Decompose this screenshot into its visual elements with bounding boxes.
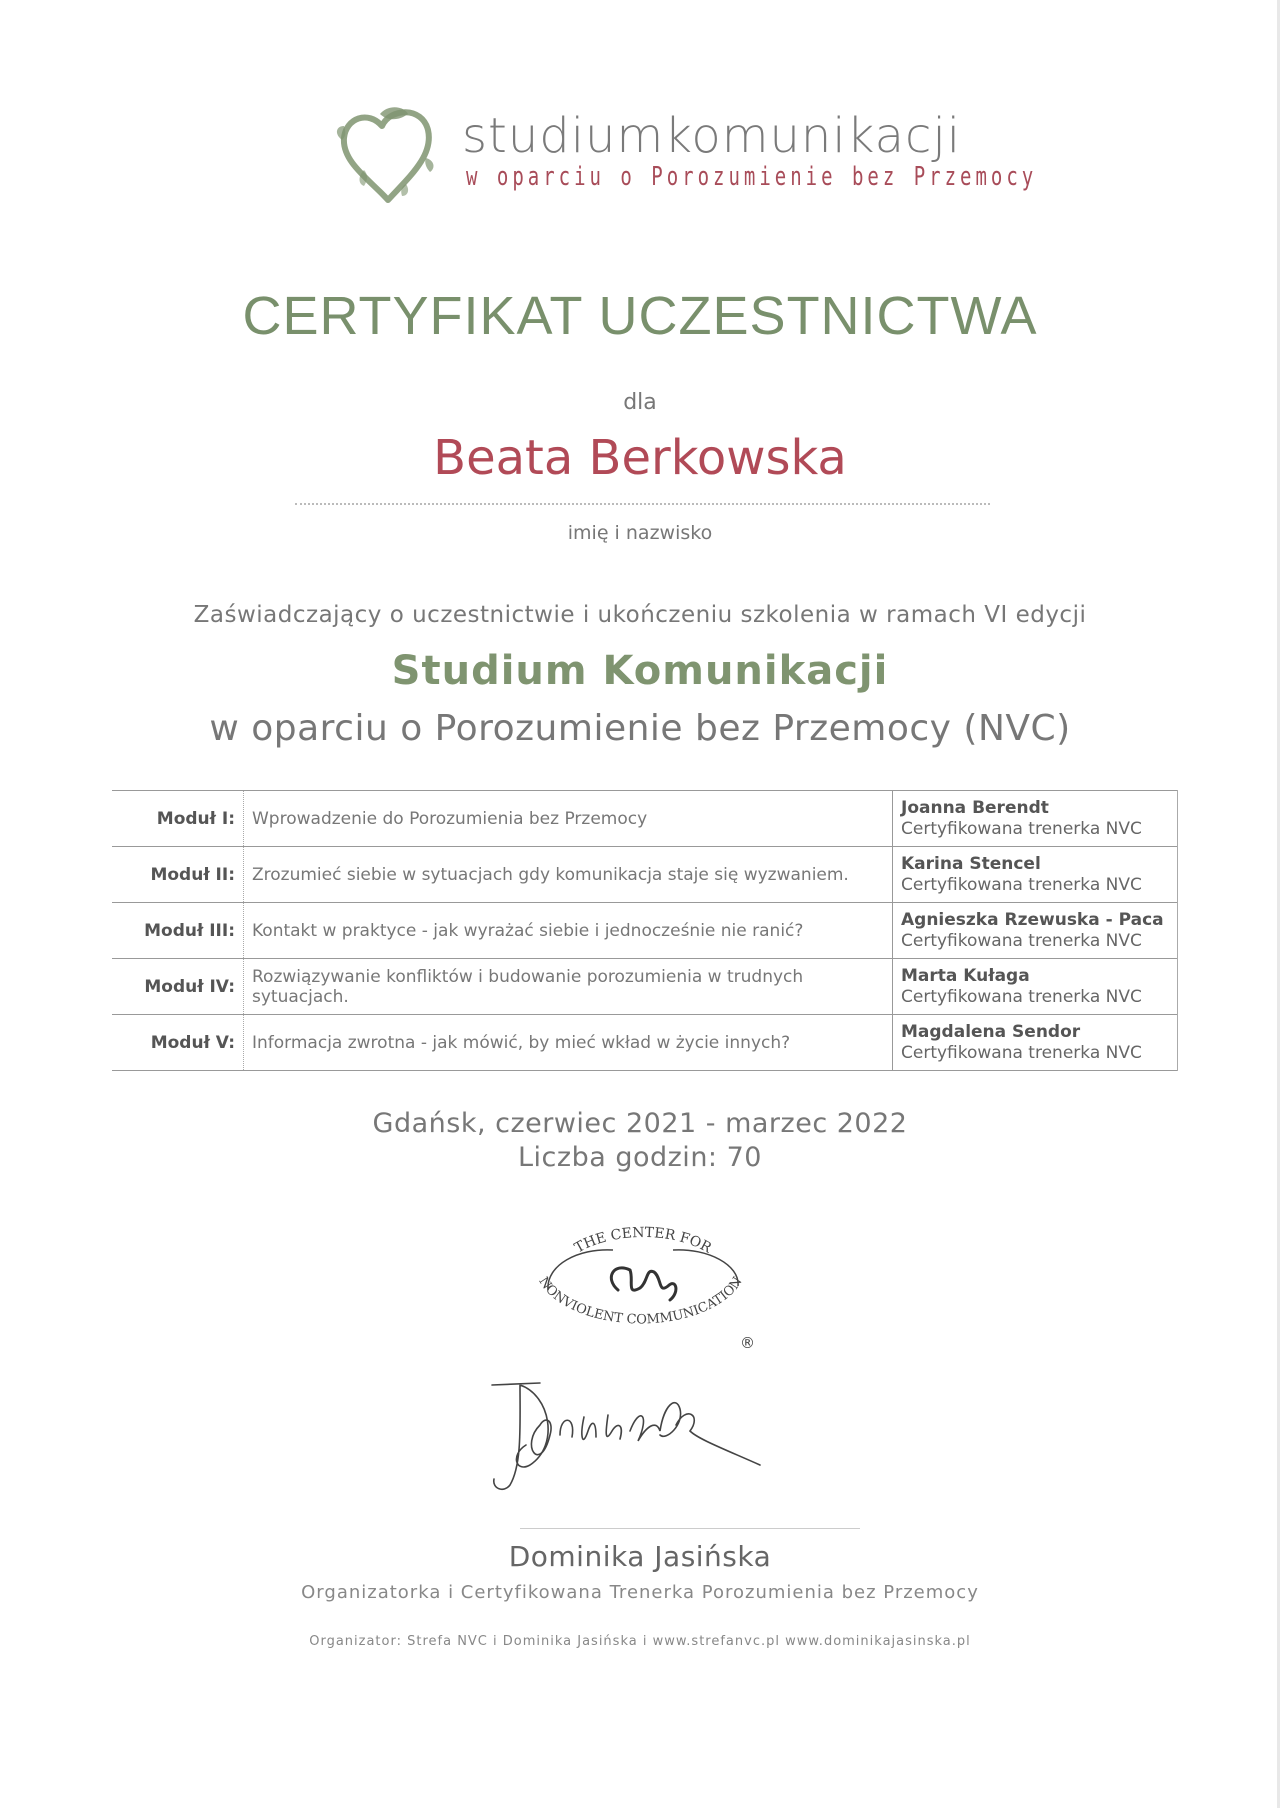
heart-leaves-icon	[330, 100, 445, 210]
modules-table	[112, 790, 1178, 1071]
course-title: Studium Komunikacji	[391, 648, 889, 694]
logo-title: studiumkomunikacji	[462, 108, 962, 164]
name-dotted-line	[295, 503, 990, 505]
attestation-text: Zaświadczający o uczestnictwie i ukończeniu szkolenia w ramach VI edycji	[193, 602, 1087, 628]
table-row	[112, 847, 1178, 903]
trainer-name: Marta Kułaga	[901, 965, 1030, 986]
trainer-title: Certyfikowana trenerka NVC	[901, 818, 1142, 839]
trainer-name: Magdalena Sendor	[901, 1021, 1081, 1042]
signer-role: Organizatorka i Certyfikowana Trenerka Porozumienia bez Przemocy	[301, 1582, 979, 1603]
trainer-name: Agnieszka Rzewuska - Paca	[901, 909, 1164, 930]
participant-name: Beata Berkowska	[433, 430, 847, 486]
trainer-name: Karina Stencel	[901, 853, 1041, 874]
signer-name: Dominika Jasińska	[508, 1540, 772, 1573]
svg-text:THE CENTER FOR	[572, 1225, 714, 1257]
table-row	[112, 791, 1178, 847]
logo-subtitle: w oparciu o Porozumienie bez Przemocy	[466, 162, 1038, 192]
module-topic: Wprowadzenie do Porozumienia bez Przemocy	[244, 791, 893, 847]
trainer-title: Certyfikowana trenerka NVC	[901, 874, 1142, 895]
module-label: Moduł V:	[112, 1015, 244, 1071]
table-row	[112, 1015, 1178, 1071]
module-label: Moduł I:	[112, 791, 244, 847]
certificate-title: CERTYFIKAT UCZESTNICTWA	[242, 286, 1038, 346]
module-label: Moduł III:	[112, 903, 244, 959]
module-topic: Zrozumieć siebie w sytuacjach gdy komunikacja staje się wyzwaniem.	[244, 847, 893, 903]
module-label: Moduł IV:	[112, 959, 244, 1015]
svg-text:NONVIOLENT COMMUNICATION	[535, 1274, 745, 1327]
module-trainer	[893, 847, 1178, 903]
module-trainer	[893, 959, 1178, 1015]
seal-bottom-text: NONVIOLENT COMMUNICATION	[535, 1274, 746, 1328]
for-label: dla	[623, 390, 657, 415]
module-topic: Rozwiązywanie konfliktów i budowanie porozumienia w trudnych sytuacjach.	[244, 959, 893, 1015]
module-topic: Informacja zwrotna - jak mówić, by mieć wkład w życie innych?	[244, 1015, 893, 1071]
place-date: Gdańsk, czerwiec 2021 - marzec 2022	[372, 1108, 908, 1139]
module-label: Moduł II:	[112, 847, 244, 903]
module-topic: Kontakt w praktyce - jak wyrażać siebie i jednocześnie nie ranić?	[244, 903, 893, 959]
trainer-title: Certyfikowana trenerka NVC	[901, 930, 1142, 951]
name-caption: imię i nazwisko	[567, 522, 713, 544]
seal-top-text: THE CENTER FOR	[571, 1224, 714, 1257]
cnvc-seal-icon	[518, 1220, 768, 1350]
trainer-title: Certyfikowana trenerka NVC	[901, 1042, 1142, 1063]
table-row	[112, 903, 1178, 959]
footer-text: Organizator: Strefa NVC i Dominika Jasińska i www.strefanvc.pl www.dominikajasinska.pl	[309, 1634, 971, 1649]
module-trainer	[893, 903, 1178, 959]
hours-count: Liczba godzin: 70	[518, 1142, 762, 1173]
trainer-name: Joanna Berendt	[901, 797, 1049, 818]
module-trainer	[893, 791, 1178, 847]
handwritten-signature-icon	[480, 1365, 780, 1505]
course-subtitle: w oparciu o Porozumienie bez Przemocy (NVC)	[209, 708, 1071, 749]
registered-mark: ®	[740, 1334, 755, 1350]
signature-line	[520, 1528, 860, 1529]
table-row	[112, 959, 1178, 1015]
trainer-title: Certyfikowana trenerka NVC	[901, 986, 1142, 1007]
logo	[330, 100, 1038, 210]
module-trainer	[893, 1015, 1178, 1071]
